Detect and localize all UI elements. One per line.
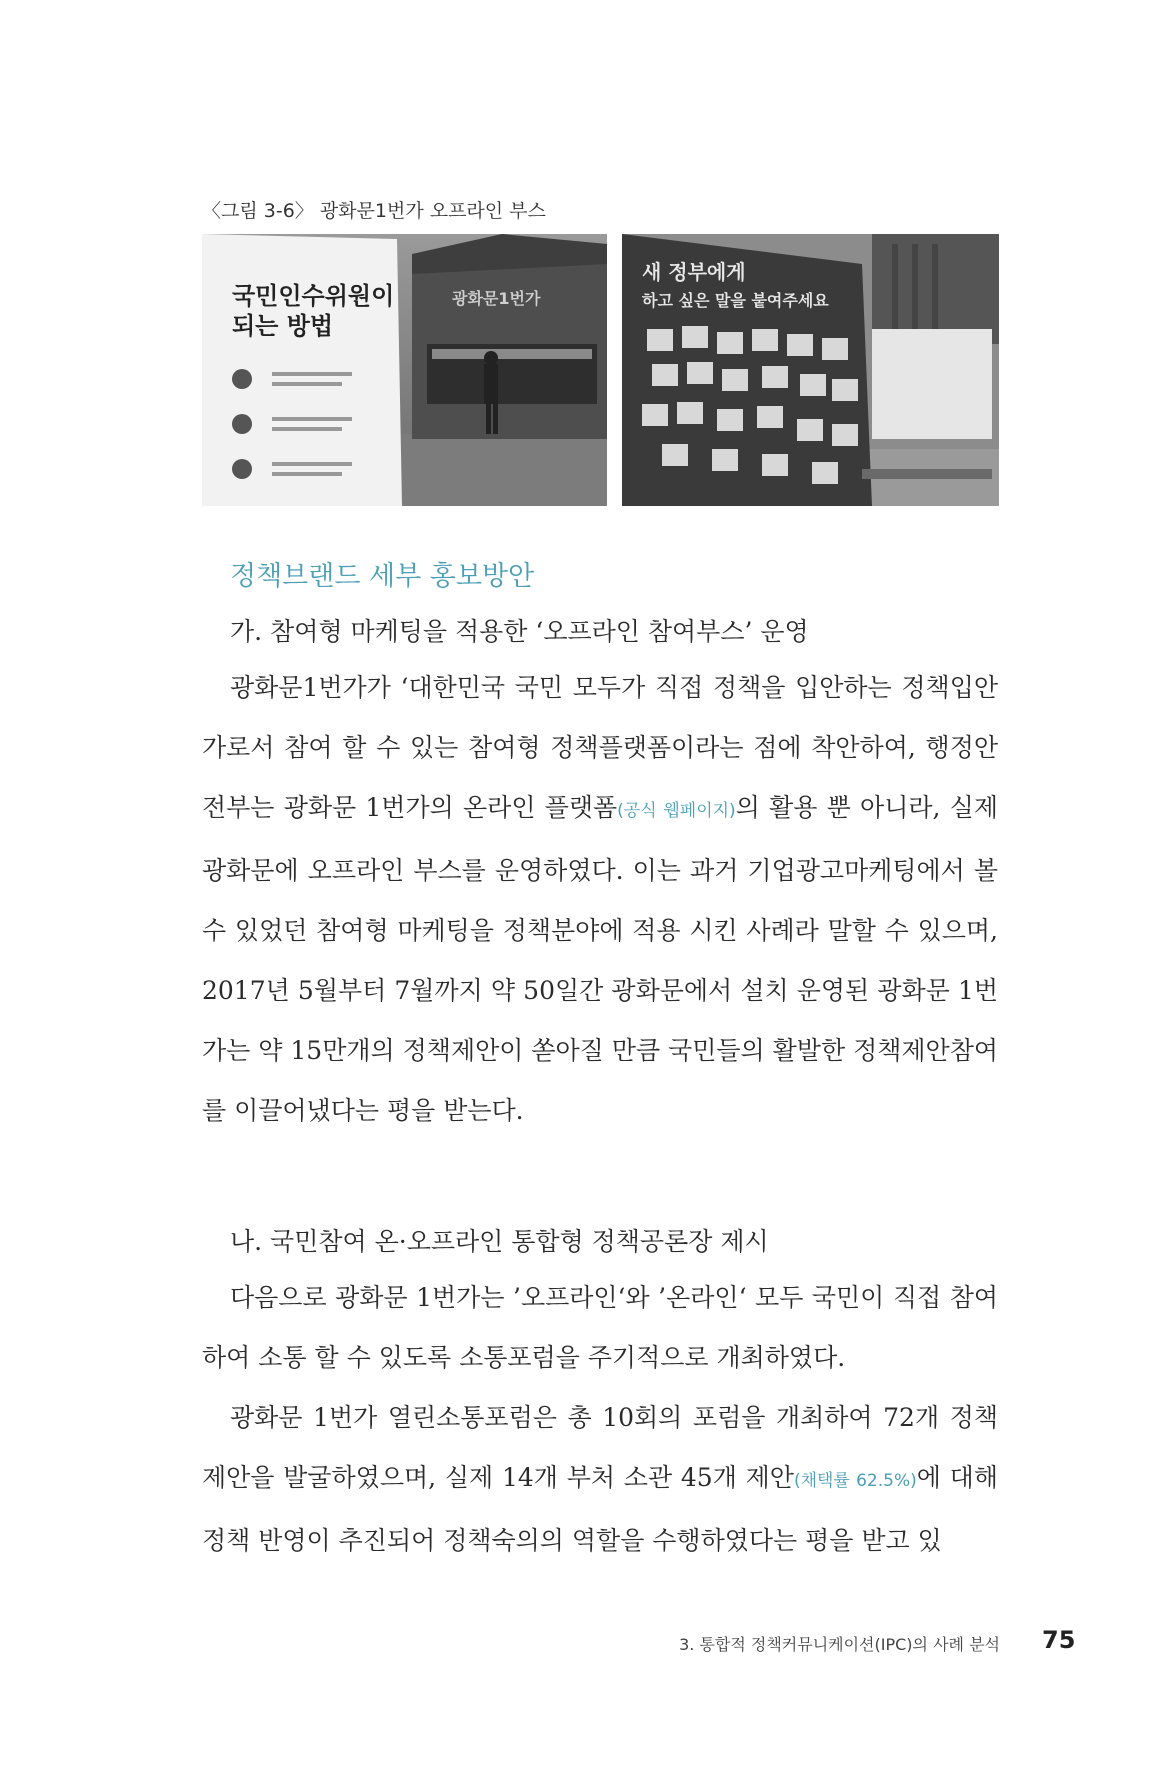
subheading-a: 가. 참여형 마케팅을 적용한 ‘오프라인 참여부스’ 운영 bbox=[230, 617, 809, 646]
footer-chapter: 3. 통합적 정책커뮤니케이션(IPC)의 사례 분석 bbox=[679, 1635, 1000, 1654]
subheading-b: 나. 국민참여 온·오프라인 통합형 정책공론장 제시 bbox=[230, 1227, 769, 1256]
paragraph-3 bbox=[202, 1388, 998, 1571]
paragraph-1-note: (공식 웹페이지) bbox=[617, 801, 736, 821]
booth-photo-left bbox=[202, 234, 607, 506]
board-title-line1: 새 정부에게 bbox=[642, 260, 746, 284]
paragraph-3-text-a: 광화문 1번가 열린소통포럼은 총 10회의 포럼을 개최하여 72개 정책제안을 발굴하였으며, 실제 14개 부처 소관 45개 제안 bbox=[202, 1403, 998, 1492]
paragraph-1-text-b: 의 활용 뿐 아니라, 실제 광화문에 오프라인 부스를 운영하였다. 이는 과거 기업광고마케팅에서 볼 수 있었던 참여형 마케팅을 정책분야에 적용 시킨 사례라 말할 수 있으며, 2017년 5월부터 7월까지 약 50일간 광화문에서 설치 운영된 광화문 1번가는 약 15만개의 정책제안이 쏟아질 만큼 국민들의 활발한 정책제안참여를 이끌어냈다는 평을 받는다. bbox=[202, 793, 998, 1125]
paragraph-1 bbox=[202, 658, 998, 1141]
board-photo-right bbox=[622, 234, 999, 506]
paragraph-3-text-b: 에 대해 정책 반영이 추진되어 정책숙의의 역할을 수행하였다는 평을 받고 있 bbox=[202, 1463, 998, 1555]
paragraph-2: 다음으로 광화문 1번가는 ’오프라인‘와 ’온라인‘ 모두 국민이 직접 참여하여 소통 할 수 있도록 소통포럼을 주기적으로 개최하였다. bbox=[202, 1283, 998, 1372]
paragraph-1-text-a: 광화문1번가가 ‘대한민국 국민 모두가 직접 정책을 입안하는 정책입안가로서 참여 할 수 있는 참여형 정책플랫폼이라는 점에 착안하여, 행정안전부는 광화문 1번가의 온라인 플랫폼 bbox=[202, 673, 998, 822]
poster-title-line1: 국민인수위원이 bbox=[232, 282, 395, 310]
page-number: 75 bbox=[1042, 1626, 1076, 1654]
paragraph-3-note: (채택률 62.5%) bbox=[793, 1471, 917, 1491]
section-title: 정책브랜드 세부 홍보방안 bbox=[230, 561, 535, 592]
booth-sign: 광화문1번가 bbox=[452, 289, 541, 308]
board-title-line2: 하고 싶은 말을 붙여주세요 bbox=[642, 291, 829, 310]
poster-title-line2: 되는 방법 bbox=[232, 312, 334, 340]
figure-caption: 〈그림 3-6〉 광화문1번가 오프라인 부스 bbox=[202, 200, 546, 222]
